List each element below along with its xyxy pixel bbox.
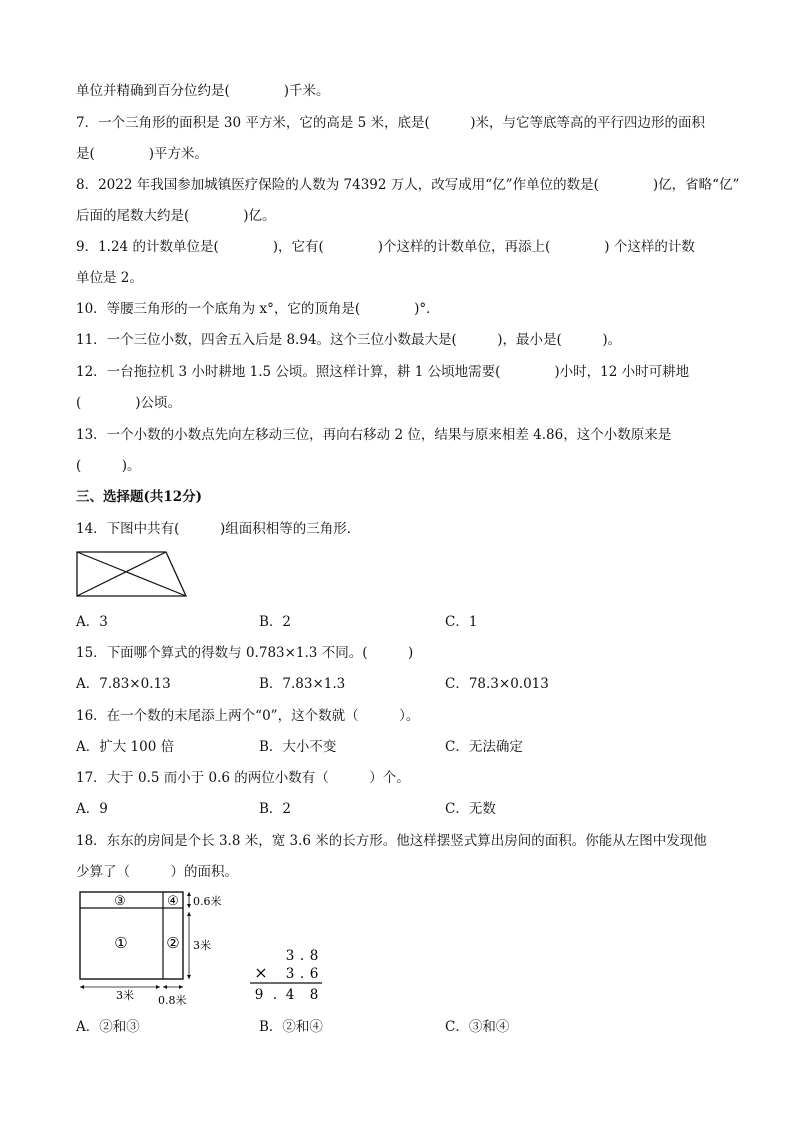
- section-heading: 三、选择题(共12分): [76, 489, 203, 505]
- option-q18-a[interactable]: A．②和③: [76, 1019, 140, 1035]
- vertical-multiplication: [250, 948, 322, 1003]
- option-q15-b[interactable]: B．7.83×1.3: [259, 676, 346, 692]
- option-q18-c[interactable]: C．③和④: [445, 1019, 510, 1035]
- dim-bottom-right-label: 0.8米: [158, 994, 187, 1007]
- dim-top-label: 0.6米: [193, 895, 222, 908]
- dim-right-label: 3米: [193, 939, 211, 952]
- question-12: 12．一台拖拉机 3 小时耕地 1.5 公顷。照这样计算，耕 1 公顷地需要( )小时，12 小时可耕地: [76, 364, 690, 380]
- question-12-cont: ( )公顷。: [76, 395, 182, 411]
- option-q16-b[interactable]: B．大小不变: [259, 739, 337, 755]
- question-16: 16．在一个数的末尾添上两个“0”，这个数就（ ）。: [76, 708, 420, 724]
- question-line: 单位并精确到百分位约是( )千米。: [76, 83, 330, 99]
- option-q16-c[interactable]: C．无法确定: [445, 739, 523, 755]
- option-q14-b[interactable]: B．2: [259, 614, 292, 630]
- svg-text:8: 8: [309, 948, 319, 964]
- region-3-label: ③: [114, 894, 126, 909]
- svg-text:.: .: [299, 966, 305, 982]
- question-7: 7．一个三角形的面积是 30 平方米，它的高是 5 米，底是( )米，与它等底等高的平行四边形的面积: [76, 115, 706, 131]
- svg-text:9: 9: [254, 987, 264, 1003]
- trapezoid-diagonal-2: [77, 552, 166, 596]
- trapezoid-figure: [74, 548, 189, 600]
- question-11: 11．一个三位小数，四舍五入后是 8.94。这个三位小数最大是( )，最小是( )。: [76, 332, 622, 348]
- option-q14-c[interactable]: C．1: [445, 614, 478, 630]
- question-8-cont: 后面的尾数大约是( )亿。: [76, 208, 276, 224]
- option-q18-b[interactable]: B．②和④: [259, 1019, 323, 1035]
- multiply-sign: ×: [254, 963, 268, 982]
- option-q17-b[interactable]: B．2: [259, 801, 292, 817]
- question-15: 15．下面哪个算式的得数与 0.783×1.3 不同。( ): [76, 645, 414, 661]
- svg-text:6: 6: [309, 966, 319, 982]
- svg-text:3: 3: [285, 966, 295, 982]
- svg-text:8: 8: [309, 987, 319, 1003]
- question-18: 18．东东的房间是个长 3.8 米，宽 3.6 米的长方形。他这样摆竖式算出房间的面积。你能从左图中发现他: [76, 833, 707, 849]
- svg-text:3: 3: [285, 948, 295, 964]
- question-9: 9．1.24 的计数单位是( )，它有( )个这样的计数单位，再添上( ) 个这样的计数: [76, 239, 695, 255]
- question-9-cont: 单位是 2。: [76, 270, 143, 286]
- option-q14-a[interactable]: A．3: [76, 614, 108, 630]
- question-10: 10．等腰三角形的一个底角为 x°，它的顶角是( )°．: [76, 301, 440, 317]
- question-13: 13．一个小数的小数点先向左移动三位，再向右移动 2 位，结果与原来相差 4.86，这个小数原来是: [76, 427, 672, 443]
- option-q17-a[interactable]: A．9: [76, 801, 108, 817]
- question-13-cont: ( )。: [76, 458, 141, 474]
- room-area-figure: [70, 886, 340, 1012]
- svg-text:.: .: [272, 987, 278, 1003]
- region-1-label: ①: [114, 934, 128, 952]
- option-q16-a[interactable]: A．扩大 100 倍: [76, 739, 175, 755]
- region-4-label: ④: [167, 894, 179, 909]
- question-7-cont: 是( )平方米。: [76, 146, 209, 162]
- region-2-label: ②: [166, 934, 180, 952]
- option-q15-c[interactable]: C．78.3×0.013: [445, 676, 549, 692]
- question-17: 17．大于 0.5 而小于 0.6 的两位小数有（ ）个。: [76, 770, 410, 786]
- dim-bottom-left-label: 3米: [116, 989, 134, 1002]
- question-14: 14．下图中共有( )组面积相等的三角形．: [76, 521, 361, 537]
- question-8: 8．2022 年我国参加城镇医疗保险的人数为 74392 万人，改写成用“亿”作单位的数是( )亿，省略“亿”: [76, 177, 740, 193]
- svg-text:.: .: [299, 948, 305, 964]
- question-18-cont: 少算了（ ）的面积。: [76, 864, 238, 880]
- svg-text:4: 4: [285, 987, 295, 1003]
- option-q15-a[interactable]: A．7.83×0.13: [76, 676, 171, 692]
- option-q17-c[interactable]: C．无数: [445, 801, 496, 817]
